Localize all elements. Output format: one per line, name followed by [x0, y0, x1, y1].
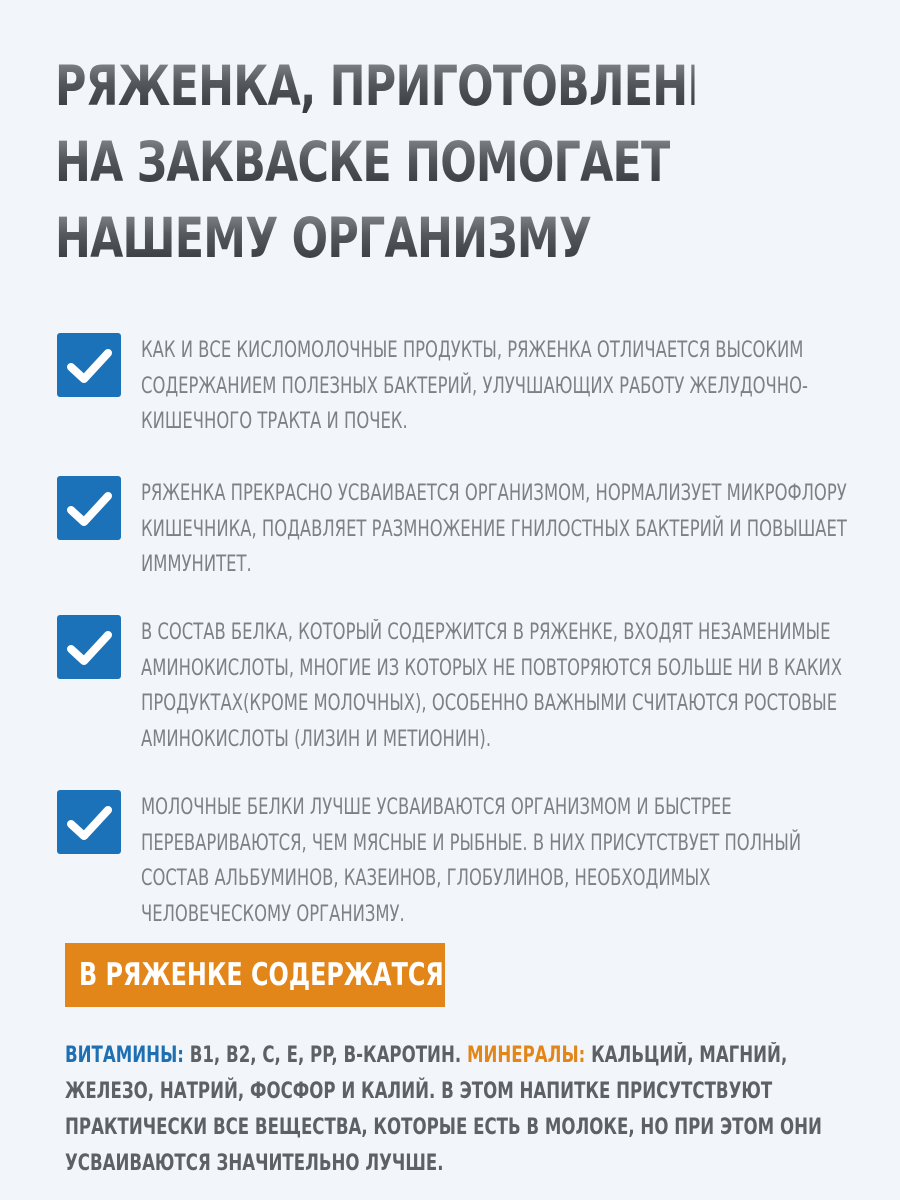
title-line-1: РЯЖЕНКА, ПРИГОТОВЛЕННАЯ: [55, 48, 695, 124]
benefit-text: В СОСТАВ БЕЛКА, КОТОРЫЙ СОДЕРЖИТСЯ В РЯЖЕНКЕ, ВХОДЯТ НЕЗАМЕНИМЫЕ АМИНОКИСЛОТЫ, МНОГИЕ ИЗ КОТОРЫХ НЕ ПОВТОРЯЮТСЯ БОЛЬШЕ НИ В КАКИХ ПРОДУКТАХ(КРОМЕ МОЛОЧНЫХ), ОСОБЕННО ВАЖНЫМИ СЧИТАЮТСЯ РОСТОВЫЕ АМИНОКИСЛОТЫ (ЛИЗИН И МЕТИОНИН).: [141, 620, 843, 752]
minerals-label: МИНЕРАЛЫ:: [466, 1043, 586, 1068]
minerals-text: КАЛЬЦИЙ, МАГНИЙ, ЖЕЛЕЗО, НАТРИЙ, ФОСФОР И КАЛИЙ. В ЭТОМ НАПИТКЕ ПРИСУТСТВУЮТ ПРАКТИЧЕСКИ ВСЕ ВЕЩЕСТВА, КОТОРЫЕ ЕСТЬ В МОЛОКЕ, НО ПРИ ЭТОМ ОНИ УСВАИВАЮТСЯ ЗНАЧИТЕЛЬНО ЛУЧШЕ.: [65, 1043, 822, 1176]
benefit-text: МОЛОЧНЫЕ БЕЛКИ ЛУЧШЕ УСВАИВАЮТСЯ ОРГАНИЗМОМ И БЫСТРЕЕ ПЕРЕВАРИВАЮТСЯ, ЧЕМ МЯСНЫЕ И РЫБНЫЕ. В НИХ ПРИСУТСТВУЕТ ПОЛНЫЙ СОСТАВ АЛЬБУМИНОВ, КАЗЕИНОВ, ГЛОБУЛИНОВ, НЕОБХОДИМЫХ ЧЕЛОВЕЧЕСКОМУ ОРГАНИЗМУ.: [141, 795, 802, 927]
banner-label: В РЯЖЕНКЕ СОДЕРЖАТСЯ: [79, 957, 444, 993]
vitamins-text: B1, B2, C, E, PP, B-КАРОТИН.: [183, 1043, 467, 1068]
benefit-text: РЯЖЕНКА ПРЕКРАСНО УСВАИВАЕТСЯ ОРГАНИЗМОМ, НОРМАЛИЗУЕТ МИКРОФЛОРУ КИШЕЧНИКА, ПОДАВЛЯЕТ РАЗМНОЖЕНИЕ ГНИЛОСТНЫХ БАКТЕРИЙ И ПОВЫШАЕТ ИММУНИТЕТ.: [141, 481, 847, 577]
title-line-3: НАШЕМУ ОРГАНИЗМУ: [55, 200, 695, 276]
title-line-2: НА ЗАКВАСКЕ ПОМОГАЕТ: [55, 124, 695, 200]
page-title: [55, 48, 788, 276]
composition-text: [65, 1038, 865, 1182]
vitamins-label: ВИТАМИНЫ:: [65, 1043, 184, 1068]
checkmark-icon: [57, 615, 121, 679]
checkmark-icon: [57, 790, 121, 854]
benefit-text: КАК И ВСЕ КИСЛОМОЛОЧНЫЕ ПРОДУКТЫ, РЯЖЕНКА ОТЛИЧАЕТСЯ ВЫСОКИМ СОДЕРЖАНИЕМ ПОЛЕЗНЫХ БАКТЕРИЙ, УЛУЧШАЮЩИХ РАБОТУ ЖЕЛУДОЧНО-КИШЕЧНОГО ТРАКТА И ПОЧЕК.: [141, 338, 808, 434]
checkmark-icon: [57, 476, 121, 540]
checkmark-icon: [57, 333, 121, 397]
composition-banner: [65, 943, 445, 1007]
